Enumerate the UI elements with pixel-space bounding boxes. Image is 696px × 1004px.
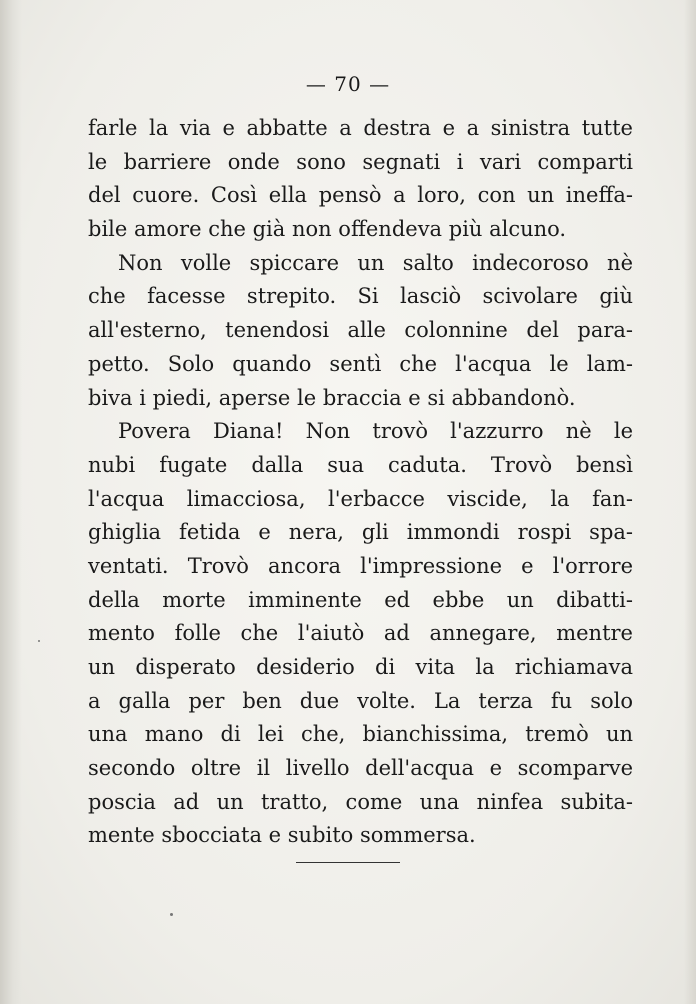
- page-edge-shadow: [684, 0, 696, 1004]
- text-line: petto. Solo quando sentì che l'acqua le lam-: [88, 351, 633, 376]
- text-line: del cuore. Così ella pensò a loro, con un ineffa-: [88, 183, 633, 208]
- text-line: biva i piedi, aperse le braccia e si abbandonò.: [88, 385, 576, 410]
- paper-speck: [38, 640, 40, 642]
- text-line: farle la via e abbatte a destra e a sinistra tutte: [88, 116, 633, 140]
- body-text: [88, 112, 633, 853]
- text-line: secondo oltre il livello dell'acqua e scomparve: [88, 756, 633, 781]
- text-line: a galla per ben due volte. La terza fu solo: [88, 688, 633, 713]
- text-line: l'acqua limacciosa, l'erbacce viscide, la fan-: [88, 486, 633, 511]
- paper-speck: [170, 913, 173, 916]
- text-line: che facesse strepito. Si lasciò scivolare giù: [88, 284, 633, 309]
- text-line: della morte imminente ed ebbe un dibatti-: [88, 587, 633, 612]
- text-line: nubi fugate dalla sua caduta. Trovò bensì: [88, 452, 633, 477]
- page-binding-shadow: [0, 0, 22, 1004]
- text-line: Povera Diana! Non trovò l'azzurro nè le: [118, 419, 633, 444]
- text-line: poscia ad un tratto, come una ninfea subita-: [88, 789, 633, 814]
- text-line: una mano di lei che, bianchissima, tremò un: [88, 722, 633, 747]
- text-line: mente sbocciata e subito sommersa.: [88, 823, 476, 848]
- text-line: mento folle che l'aiutò ad annegare, mentre: [88, 621, 633, 646]
- text-line: ghiglia fetida e nera, gli immondi rospi spa-: [88, 520, 633, 545]
- text-line: un disperato desiderio di vita la richiamava: [88, 655, 633, 679]
- text-line: le barriere onde sono segnati i vari comparti: [88, 149, 633, 174]
- end-rule: [296, 862, 400, 863]
- text-line: Non volle spiccare un salto indecoroso nè: [118, 250, 633, 275]
- text-line: bile amore che già non offendeva più alcuno.: [88, 217, 567, 242]
- page-number: — 70 —: [305, 72, 391, 96]
- text-line: ventati. Trovò ancora l'impressione e l'orrore: [88, 553, 633, 578]
- text-line: all'esterno, tenendosi alle colonnine del para-: [88, 318, 633, 343]
